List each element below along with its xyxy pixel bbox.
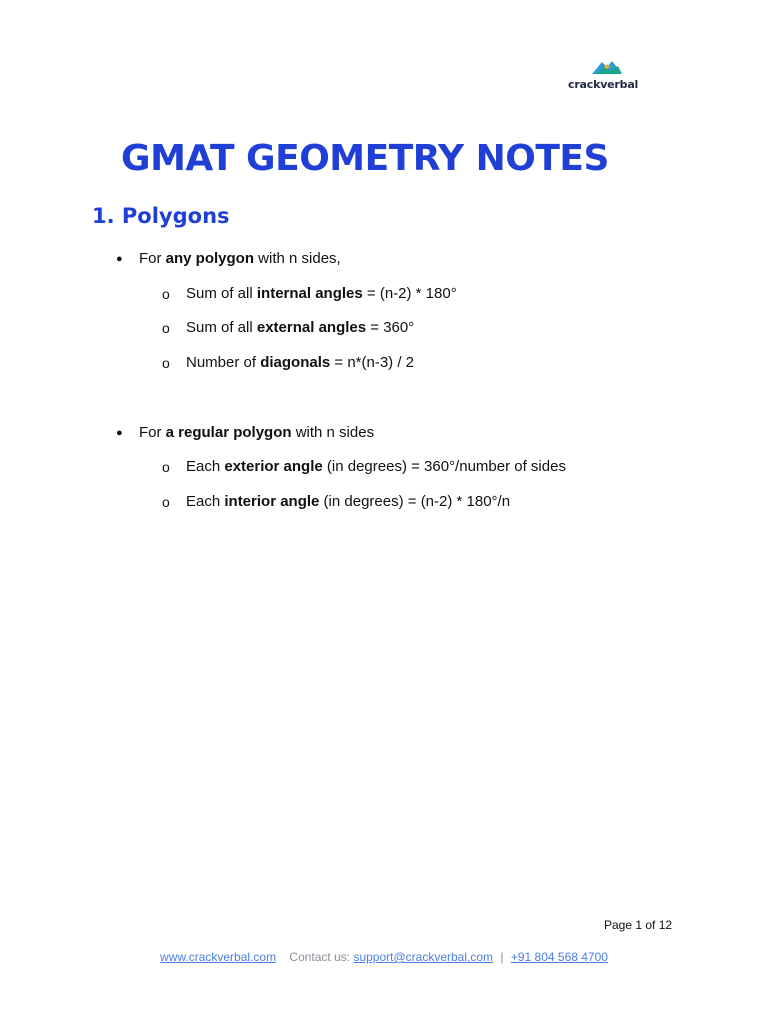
email-link[interactable]: support@crackverbal.com xyxy=(353,950,494,964)
group-intro-regular-polygon: For a regular polygon with n sides xyxy=(139,424,375,441)
phone-link[interactable]: +91 804 568 4700 xyxy=(510,950,608,964)
logo-text: crackverbal xyxy=(568,78,639,91)
page-number: Page 1 of 12 xyxy=(604,918,673,932)
document-title: GMAT GEOMETRY NOTES xyxy=(121,138,609,179)
list-item-interior-angle: Each interior angle (in degrees) = (n-2) * 180°/n xyxy=(186,493,511,510)
list-item-exterior-angle: Each exterior angle (in degrees) = 360°/number of sides xyxy=(186,458,566,475)
sub-item-marker: o xyxy=(162,494,170,510)
footer-separator: | xyxy=(500,950,504,964)
bullet-marker: ● xyxy=(116,253,123,265)
sub-item-marker: o xyxy=(162,286,170,302)
list-item-external-angles: Sum of all external angles = 360° xyxy=(186,319,415,336)
sub-item-marker: o xyxy=(162,459,170,475)
crackverbal-logo xyxy=(568,58,648,94)
sub-item-marker: o xyxy=(162,320,170,336)
logo-mark-icon xyxy=(590,58,624,76)
bullet-marker: ● xyxy=(116,427,123,439)
group-intro-any-polygon: For any polygon with n sides, xyxy=(139,250,341,267)
section-heading: 1. Polygons xyxy=(92,204,230,228)
sub-item-marker: o xyxy=(162,355,170,371)
page-footer xyxy=(0,950,768,964)
list-item-internal-angles: Sum of all internal angles = (n-2) * 180° xyxy=(186,285,457,302)
contact-label: Contact us: xyxy=(289,950,351,964)
website-link[interactable]: www.crackverbal.com xyxy=(160,950,277,964)
list-item-diagonals: Number of diagonals = n*(n-3) / 2 xyxy=(186,354,415,371)
